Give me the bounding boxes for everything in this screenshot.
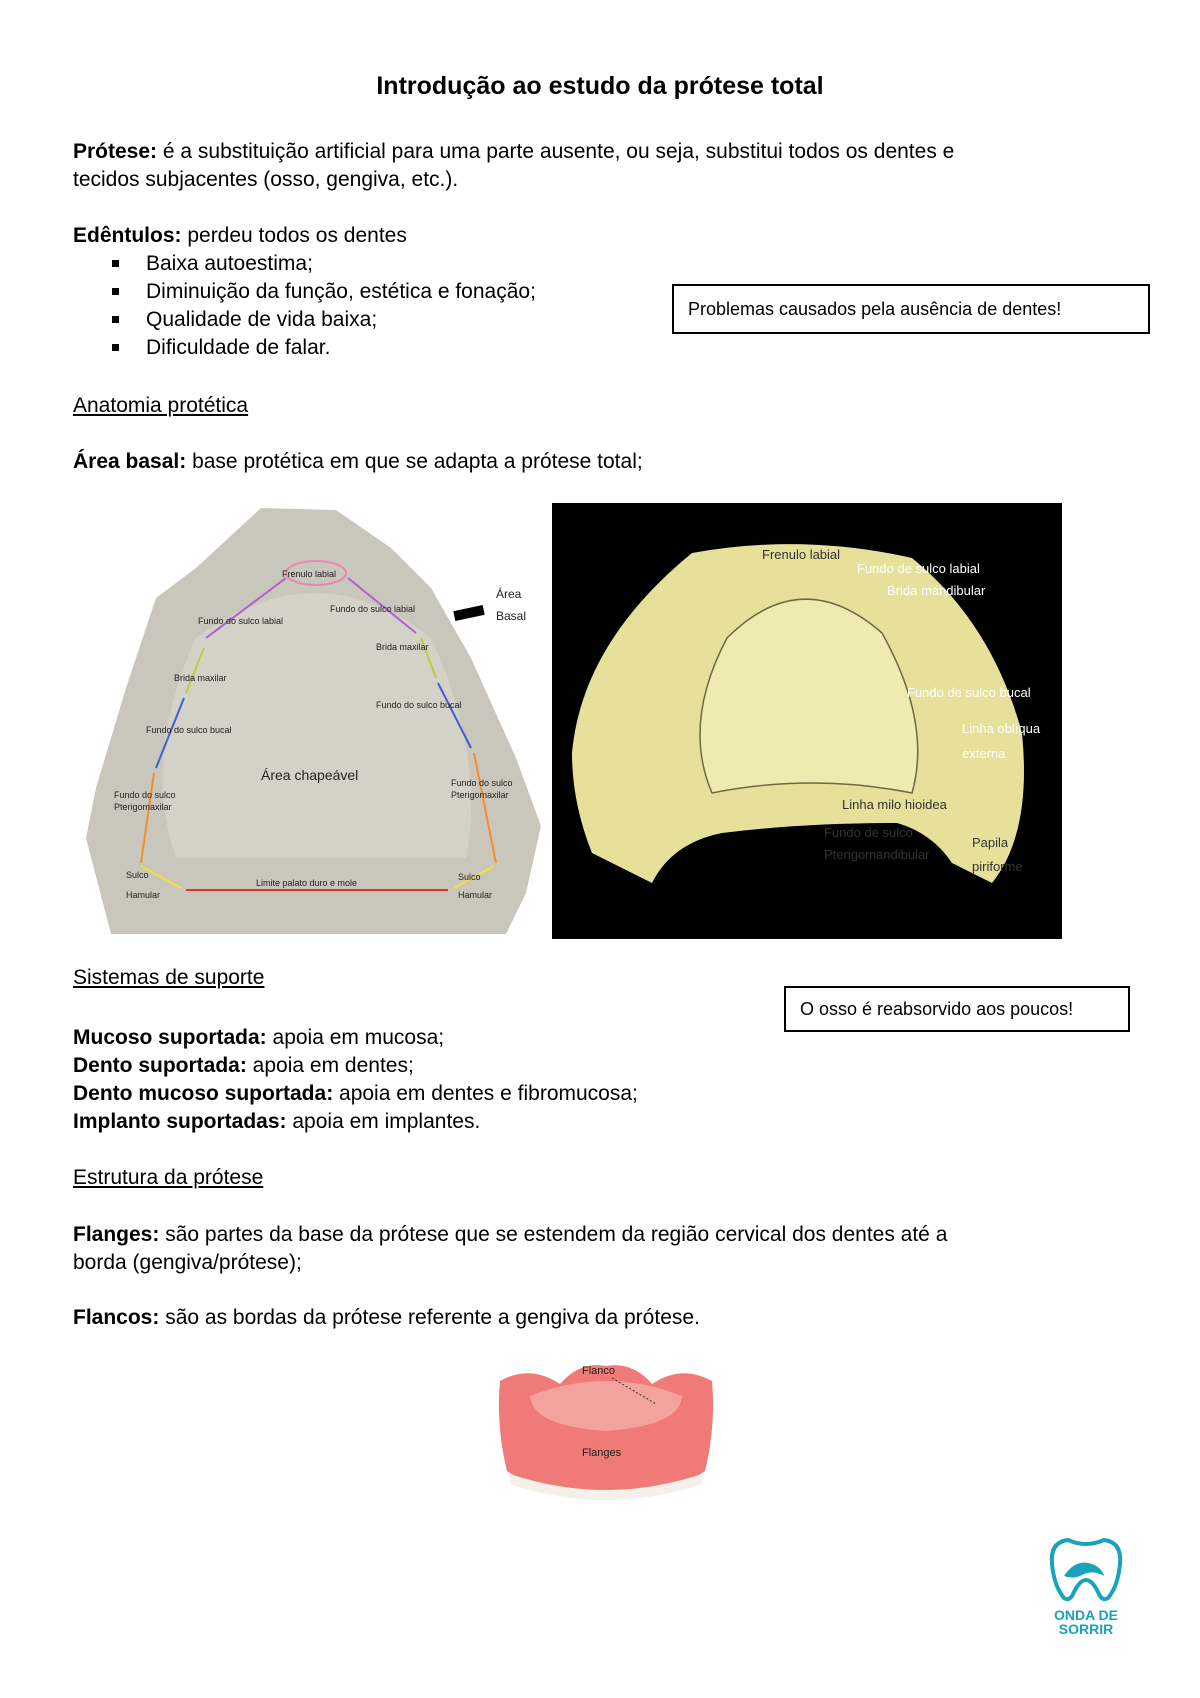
area-basal-term: Área basal: <box>73 450 187 473</box>
label-brida-left: Brida maxilar <box>174 673 227 683</box>
logo-line-1: ONDA DE <box>1053 1607 1119 1623</box>
label-m-obliqua-2: externa <box>962 746 1006 761</box>
protese-definition-1: é a substituição artificial para uma parte ausente, ou seja, substitui todos os dentes e <box>157 140 955 163</box>
list-item: Diminuição da função, estética e fonação; <box>110 278 536 306</box>
label-flanco: Flanco <box>582 1365 616 1377</box>
label-frenulo: Frenulo labial <box>282 569 337 579</box>
label-pterigo-left-2: Pterigomaxilar <box>114 802 172 812</box>
flanges-paragraph <box>73 1221 1123 1277</box>
heading-anatomia: Anatomia protética <box>73 394 249 417</box>
list-item <box>73 1052 1123 1080</box>
protese-term: Prótese: <box>73 140 158 163</box>
mandible-figure <box>552 503 1062 939</box>
label-pterigo-left-1: Fundo do sulco <box>114 790 176 800</box>
suporte-def: apoia em dentes e fibromucosa; <box>333 1082 638 1105</box>
flancos-paragraph <box>73 1304 1123 1332</box>
wave-icon <box>1064 1563 1104 1578</box>
label-m-milo: Linha milo hioidea <box>842 797 947 812</box>
heading-estrutura: Estrutura da prótese <box>73 1166 264 1189</box>
label-bucal-right: Fundo do sulco bucal <box>376 700 462 710</box>
label-basal: Basal <box>496 609 527 623</box>
area-basal-definition: base protética em que se adapta a prótese total; <box>186 450 643 473</box>
label-brida-right: Brida maxilar <box>376 642 429 652</box>
protese-paragraph <box>73 138 1123 194</box>
label-m-fundo-labial: Fundo de sulco labial <box>857 561 980 576</box>
denture-figure <box>490 1356 722 1502</box>
suporte-term: Implanto suportadas: <box>73 1110 287 1133</box>
edentulos-list <box>110 250 536 362</box>
list-item <box>73 1108 1123 1136</box>
label-fundo-left: Fundo do sulco labial <box>198 616 284 626</box>
label-m-frenulo: Frenulo labial <box>762 547 841 562</box>
label-flanges: Flanges <box>582 1447 622 1459</box>
flancos-term: Flancos: <box>73 1306 160 1329</box>
label-m-pterigo-1: Fundo de sulco <box>824 825 913 840</box>
callout-osso: O osso é reabsorvido aos poucos! <box>784 986 1130 1032</box>
label-fundo-right: Fundo do sulco labial <box>330 604 416 614</box>
list-item: Qualidade de vida baixa; <box>110 306 536 334</box>
callout-problemas: Problemas causados pela ausência de dentes! <box>672 284 1150 334</box>
flanges-definition-2: borda (gengiva/prótese); <box>73 1251 302 1274</box>
label-hamular-right-2: Hamular <box>458 890 493 900</box>
label-m-brida: Brida mandibular <box>887 583 986 598</box>
heading-suporte: Sistemas de suporte <box>73 966 265 989</box>
maxilla-figure <box>86 508 546 934</box>
flancos-definition: são as bordas da prótese referente a gengiva da prótese. <box>159 1306 700 1329</box>
suporte-term: Mucoso suportada: <box>73 1026 267 1049</box>
flanges-definition-1: são partes da base da prótese que se estendem da região cervical dos dentes até a <box>159 1223 948 1246</box>
suporte-term: Dento suportada: <box>73 1054 247 1077</box>
list-item: Dificuldade de falar. <box>110 334 536 362</box>
label-m-papila-2: piriforme <box>972 859 1023 874</box>
label-m-papila-1: Papila <box>972 835 1009 850</box>
suporte-def: apoia em implantes. <box>286 1110 481 1133</box>
label-area: Área <box>496 587 522 601</box>
label-chapeavel: Área chapeável <box>261 767 359 783</box>
suporte-def: apoia em mucosa; <box>266 1026 445 1049</box>
onda-de-sorrir-logo <box>1046 1536 1126 1636</box>
suporte-list <box>73 1024 1123 1136</box>
label-m-fundo-bucal: Fundo de sulco bucal <box>907 685 1031 700</box>
label-limite: Limite palato duro e mole <box>256 878 358 888</box>
label-pterigo-right-1: Fundo do sulco <box>451 778 513 788</box>
area-basal-paragraph <box>73 448 1123 476</box>
flanges-term: Flanges: <box>73 1223 160 1246</box>
list-item <box>73 1080 1123 1108</box>
suporte-term: Dento mucoso suportada: <box>73 1082 334 1105</box>
suporte-def: apoia em dentes; <box>246 1054 414 1077</box>
label-pterigo-right-2: Pterigomaxilar <box>451 790 509 800</box>
page-title: Introdução ao estudo da prótese total <box>376 72 824 100</box>
label-hamular-right-1: Sulco <box>458 872 481 882</box>
list-item: Baixa autoestima; <box>110 250 536 278</box>
label-bucal-left: Fundo do sulco bucal <box>146 725 232 735</box>
label-hamular-left-2: Hamular <box>126 890 161 900</box>
label-m-pterigo-2: Pterigomandibular <box>824 847 930 862</box>
edentulos-definition: perdeu todos os dentes <box>181 224 407 247</box>
list-item <box>73 1024 1123 1052</box>
edentulos-paragraph <box>73 222 1123 250</box>
edentulos-term: Edêntulos: <box>73 224 182 247</box>
protese-definition-2: tecidos subjacentes (osso, gengiva, etc.). <box>73 168 459 191</box>
label-hamular-left-1: Sulco <box>126 870 149 880</box>
logo-line-2: SORRIR <box>1058 1621 1114 1636</box>
label-m-obliqua-1: Linha oblíqua <box>962 721 1041 736</box>
